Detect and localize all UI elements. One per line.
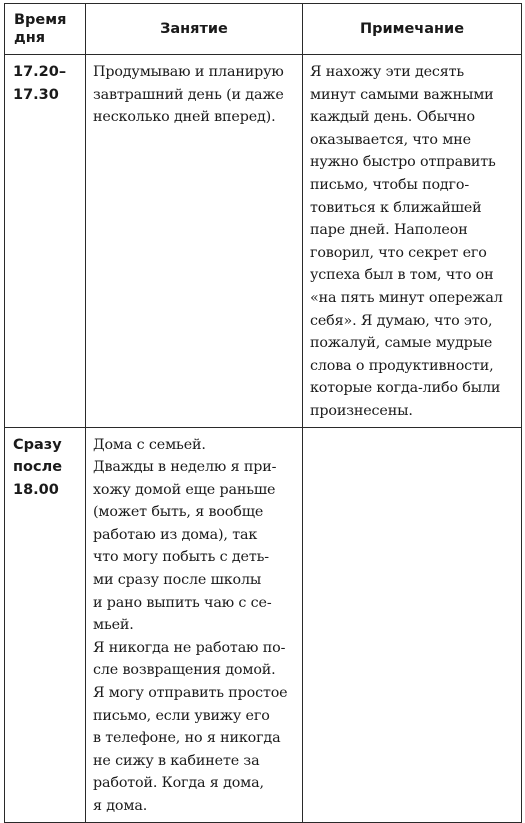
text-line: «на пять минут опережал <box>310 289 503 306</box>
text-line: мьей. <box>93 617 134 634</box>
text-line: успеха был в том, что он <box>310 267 494 284</box>
text-line: в телефоне, но я никогда <box>93 730 281 747</box>
text-line: оказывается, что мне <box>310 131 471 148</box>
text-line: минут самыми важными <box>310 86 494 103</box>
time-cell <box>5 427 86 822</box>
text-line: письмо, если увижу его <box>93 707 270 724</box>
text-line: которые когда-либо были <box>310 380 501 397</box>
text-line: работаю из дома), так <box>93 526 258 543</box>
text-line: я дома. <box>93 798 148 814</box>
text-line: и рано выпить чаю с се- <box>93 594 272 611</box>
text-line: паре дней. Наполеон <box>310 222 468 239</box>
text-line: себя». Я думаю, что это, <box>310 312 493 329</box>
text-line: произнесены. <box>310 402 413 419</box>
header-note: Примечание <box>303 4 522 55</box>
header-activity: Занятие <box>86 4 303 55</box>
table-row <box>5 55 522 428</box>
text-line: сле возвращения домой. <box>93 662 276 679</box>
text-line: (может быть, я вообще <box>93 504 264 521</box>
schedule-table <box>4 3 522 823</box>
activity-cell <box>86 55 303 428</box>
text-line: пожалуй, самые мудрые <box>310 335 493 352</box>
text-line: ми сразу после школы <box>93 572 262 589</box>
text-line: каждый день. Обычно <box>310 109 475 126</box>
time-line: 18.00 <box>13 481 59 498</box>
text-line: нужно быстро отправить <box>310 154 496 171</box>
text-line: Дома с семьей. <box>93 436 206 453</box>
text-line: товиться к ближайшей <box>310 199 482 216</box>
time-line: после <box>13 459 63 476</box>
time-line: 17.20– <box>13 64 67 80</box>
note-cell-empty <box>303 427 522 822</box>
text-line: Продумываю и планирую <box>93 64 284 80</box>
text-line: что могу побыть с деть- <box>93 549 269 566</box>
table-row <box>5 427 522 822</box>
text-line: завтрашний день (и даже <box>93 86 284 103</box>
header-time <box>5 4 86 55</box>
text-line: Я могу отправить простое <box>93 685 288 702</box>
note-cell <box>303 55 522 428</box>
text-line: Я никогда не работаю по- <box>93 639 286 656</box>
text-line: не сижу в кабинете за <box>93 752 260 769</box>
time-line: Сразу <box>13 436 62 453</box>
text-line: слова о продуктивности, <box>310 357 494 374</box>
time-cell <box>5 55 86 428</box>
text-line: говорил, что секрет его <box>310 244 487 261</box>
header-row <box>5 4 522 55</box>
text-line: Я нахожу эти десять <box>310 64 465 80</box>
activity-cell <box>86 427 303 822</box>
text-line: работой. Когда я дома, <box>93 775 264 792</box>
time-line: 17.30 <box>13 86 59 103</box>
text-line: хожу домой еще раньше <box>93 481 276 498</box>
header-time-line: дня <box>14 30 46 46</box>
text-line: несколько дней вперед). <box>93 109 276 126</box>
header-time-line: Время <box>14 12 67 28</box>
text-line: письмо, чтобы подго- <box>310 176 470 193</box>
text-line: Дважды в неделю я при- <box>93 459 277 476</box>
